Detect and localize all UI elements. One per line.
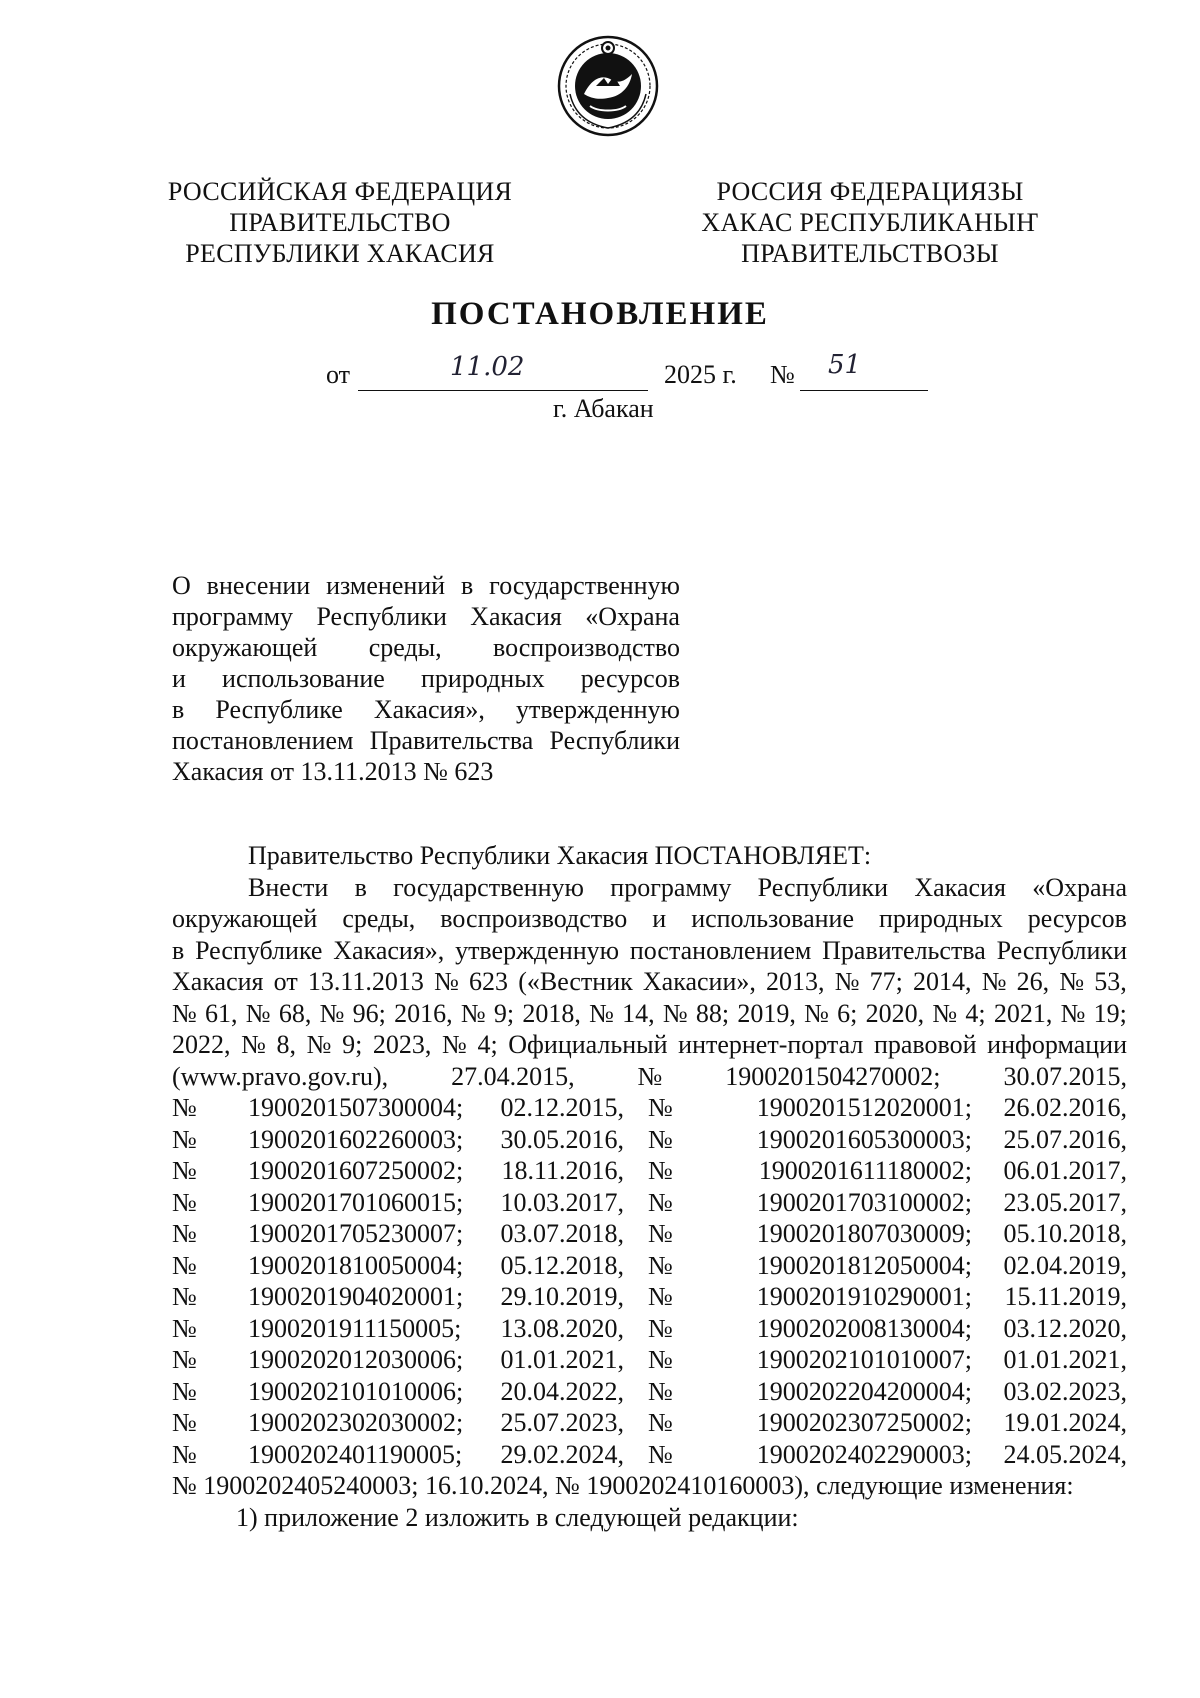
portal-cell: 27.04.2015, <box>451 1061 575 1091</box>
reference-cell: 03.07.2018, <box>500 1219 624 1248</box>
reference-cell: 19.01.2024, <box>1003 1408 1127 1437</box>
reference-cell: 30.05.2016, <box>500 1124 624 1154</box>
reference-cell: № <box>172 1345 197 1374</box>
reference-cell: № <box>648 1187 673 1217</box>
reference-cell: 1900202401190005; <box>248 1439 463 1469</box>
reference-cell: 1900201602260003; <box>248 1124 464 1154</box>
subject-line: Хакасия от 13.11.2013 № 623 <box>172 757 494 786</box>
reference-cell: № <box>172 1376 197 1406</box>
number-label: № <box>770 360 795 389</box>
body-line: Хакасия от 13.11.2013 № 623 («Вестник Хакасии», 2013, № 77; 2014, № 26, № 53, <box>172 967 1127 996</box>
reference-cell: 05.12.2018, <box>500 1250 624 1280</box>
reference-cell: № <box>172 1250 197 1280</box>
portal-cell: 30.07.2015, <box>1003 1061 1127 1091</box>
subject-line: окружающей среды, воспроизводство <box>172 633 680 662</box>
reference-cell: 1900202307250002; <box>756 1408 972 1437</box>
handwritten-number: 51 <box>828 350 862 380</box>
body-line: 2022, № 8, № 9; 2023, № 4; Официальный интернет-портал правовой информации <box>172 1030 1127 1059</box>
body-line: Внести в государственную программу Республики Хакасия «Охрана <box>248 872 1127 902</box>
reference-cell: 05.10.2018, <box>1003 1219 1127 1248</box>
body-line: № 61, № 68, № 96; 2016, № 9; 2018, № 14, № 88; 2019, № 6; 2020, № 4; 2021, № 19; <box>172 998 1127 1028</box>
date-underline <box>358 390 648 391</box>
body-line: в Республике Хакасия», утвержденную постановлением Правительства Республики <box>172 935 1127 965</box>
item-1: 1) приложение 2 изложить в следующей редакции: <box>236 1502 799 1532</box>
reference-cell: 1900202302030002; <box>248 1408 464 1437</box>
reference-cell: 1900202204200004; <box>756 1376 972 1406</box>
reference-cell: 1900201904020001; <box>248 1282 464 1311</box>
portal-line <box>172 1061 1127 1093</box>
reference-cell: № <box>172 1093 197 1122</box>
reference-cell: 01.01.2021, <box>500 1345 624 1374</box>
reference-cell: № <box>648 1408 673 1437</box>
reference-cell: № <box>172 1313 197 1343</box>
reference-cell: 23.05.2017, <box>1003 1187 1127 1217</box>
reference-cell: № <box>648 1093 673 1122</box>
reference-cell: № <box>648 1282 673 1311</box>
reference-cell: 1900202012030006; <box>248 1345 464 1374</box>
reference-cell: 25.07.2023, <box>500 1408 624 1437</box>
reference-cell: № <box>648 1376 673 1406</box>
reference-cell: 20.04.2022, <box>500 1376 624 1406</box>
handwritten-date: 11.02 <box>450 352 525 382</box>
reference-cell: 1900201812050004; <box>756 1250 972 1280</box>
reference-cell: 1900201512020001; <box>756 1093 972 1122</box>
portal-cell: (www.pravo.gov.ru), <box>172 1061 389 1091</box>
reference-cell: 24.05.2024, <box>1003 1439 1127 1469</box>
reference-cell: 26.02.2016, <box>1003 1093 1127 1122</box>
header-right-line: ПРАВИТЕЛЬСТВОЗЫ <box>741 239 999 268</box>
header-right-line: ХАКАС РЕСПУБЛИКАНЫҤ <box>701 208 1039 237</box>
reference-cell: № <box>172 1282 197 1311</box>
reference-cell: 1900201703100002; <box>756 1187 972 1217</box>
reference-cell: 1900201507300004; <box>248 1093 464 1122</box>
reference-cell: № <box>648 1313 673 1343</box>
document-title: ПОСТАНОВЛЕНИЕ <box>431 296 769 332</box>
subject-line: постановлением Правительства Республики <box>172 726 680 755</box>
reference-cell: 1900202008130004; <box>756 1313 972 1343</box>
header-left-line: РЕСПУБЛИКИ ХАКАСИЯ <box>185 239 495 268</box>
reference-cell: 02.04.2019, <box>1003 1250 1127 1280</box>
subject-line: программу Республики Хакасия «Охрана <box>172 602 680 631</box>
reference-cell: 29.02.2024, <box>500 1439 624 1469</box>
reference-cell: 1900201810050004; <box>248 1250 464 1280</box>
reference-cell: 01.01.2021, <box>1003 1345 1127 1374</box>
body-line: № 1900202405240003; 16.10.2024, № 1900202410160003), следующие изменения: <box>172 1471 1074 1500</box>
reference-cell: № <box>648 1219 673 1248</box>
reference-cell: 10.03.2017, <box>500 1187 624 1217</box>
reference-cell: 1900202101010007; <box>756 1345 972 1374</box>
portal-cell: № <box>637 1061 663 1091</box>
subject-block <box>172 570 680 787</box>
reference-cell: 1900201611180002; <box>758 1156 972 1185</box>
reference-cell: № <box>172 1156 197 1185</box>
reference-cell: 1900202101010006; <box>248 1376 464 1406</box>
from-label: от <box>326 360 351 389</box>
reference-cell: 1900201910290001; <box>756 1282 972 1311</box>
reference-cell: 18.11.2016, <box>501 1156 624 1185</box>
reference-grid <box>172 1092 1127 1470</box>
reference-cell: 25.07.2016, <box>1003 1124 1127 1154</box>
coat-of-arms-emblem <box>556 34 660 138</box>
subject-line: О внесении изменений в государственную <box>172 571 680 600</box>
reference-cell: 03.02.2023, <box>1003 1376 1127 1406</box>
resolution-intro: Правительство Республики Хакасия ПОСТАНОВЛЯЕТ: <box>248 841 872 870</box>
subject-line: и использование природных ресурсов <box>172 664 680 693</box>
header-left-line: ПРАВИТЕЛЬСТВО <box>229 208 451 237</box>
reference-cell: № <box>648 1156 673 1185</box>
header-left <box>150 176 530 269</box>
body-line: окружающей среды, воспроизводство и использование природных ресурсов <box>172 904 1127 933</box>
reference-cell: 1900201701060015; <box>248 1187 464 1217</box>
reference-cell: № <box>648 1439 673 1469</box>
number-underline <box>800 390 928 391</box>
reference-cell: № <box>648 1345 673 1374</box>
reference-cell: 1900201605300003; <box>756 1124 972 1154</box>
reference-cell: № <box>172 1408 197 1437</box>
reference-cell: № <box>648 1124 673 1154</box>
reference-cell: 1900201807030009; <box>756 1219 972 1248</box>
reference-cell: 13.08.2020, <box>500 1313 624 1343</box>
reference-cell: № <box>172 1187 197 1217</box>
reference-cell: № <box>648 1250 673 1280</box>
reference-cell: 03.12.2020, <box>1003 1313 1127 1343</box>
reference-cell: 1900201705230007; <box>248 1219 464 1248</box>
reference-cell: № <box>172 1124 197 1154</box>
reference-cell: № <box>172 1219 197 1248</box>
city: г. Абакан <box>553 394 654 423</box>
header-right-line: РОССИЯ ФЕДЕРАЦИЯЗЫ <box>716 177 1024 206</box>
header-left-line: РОССИЙСКАЯ ФЕДЕРАЦИЯ <box>167 177 513 206</box>
reference-cell: 1900201911150005; <box>248 1313 462 1343</box>
reference-cell: 29.10.2019, <box>500 1282 624 1311</box>
year-text: 2025 г. <box>664 360 737 389</box>
reference-cell: 1900202402290003; <box>756 1439 972 1469</box>
portal-cell: 1900201504270002; <box>725 1061 941 1091</box>
header-right <box>680 176 1060 269</box>
reference-cell: № <box>172 1439 197 1469</box>
reference-cell: 1900201607250002; <box>248 1156 464 1185</box>
subject-line: в Республике Хакасия», утвержденную <box>172 695 680 724</box>
body-text <box>172 840 1127 1533</box>
reference-cell: 06.01.2017, <box>1003 1156 1127 1185</box>
reference-cell: 02.12.2015, <box>500 1093 624 1122</box>
reference-cell: 15.11.2019, <box>1004 1282 1127 1311</box>
